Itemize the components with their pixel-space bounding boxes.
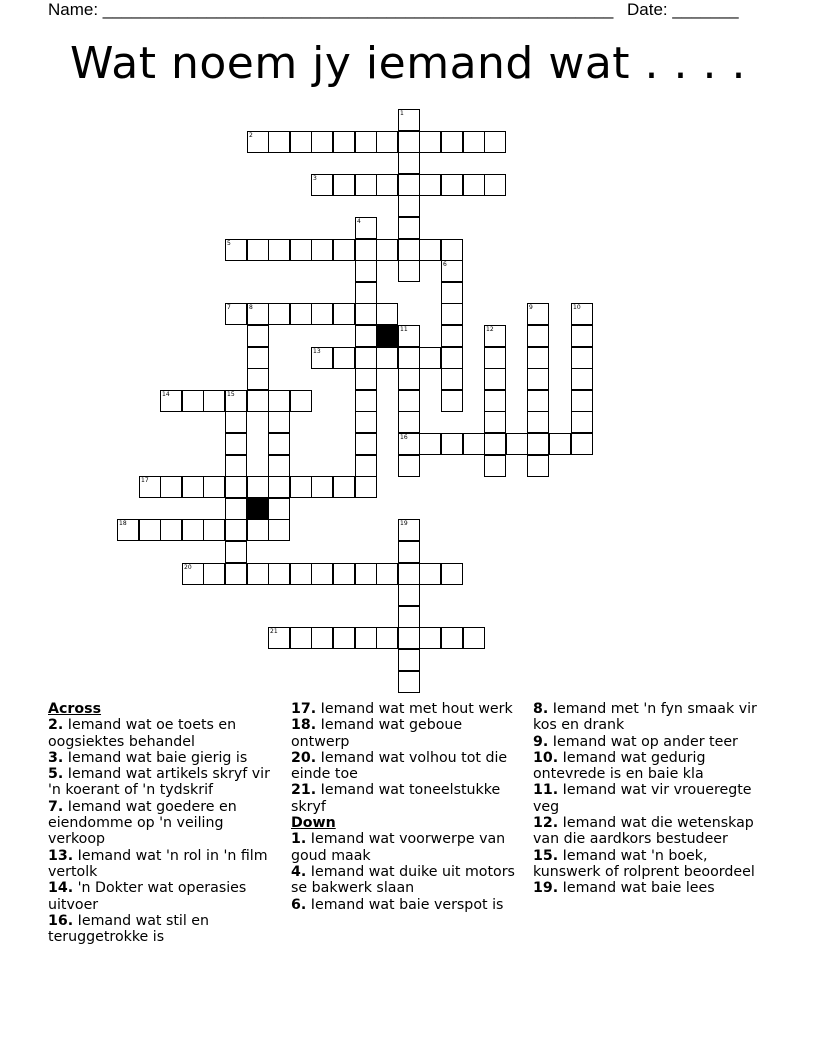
- grid-cell[interactable]: [247, 476, 269, 498]
- grid-cell[interactable]: [419, 131, 441, 153]
- down-clue: [291, 831, 523, 864]
- grid-cell[interactable]: [355, 131, 377, 153]
- grid-cell[interactable]: [419, 563, 441, 585]
- clue-number: 16: [400, 434, 408, 441]
- grid-cell[interactable]: [225, 455, 247, 477]
- black-cell: [376, 325, 398, 347]
- across-clue: [291, 750, 523, 783]
- clue-number: 12: [486, 326, 494, 333]
- grid-cell[interactable]: [268, 498, 290, 520]
- across-clue: [291, 717, 523, 750]
- grid-cell[interactable]: [441, 347, 463, 369]
- grid-cell[interactable]: [333, 347, 355, 369]
- grid-cell[interactable]: [571, 433, 593, 455]
- grid-cell[interactable]: [160, 519, 182, 541]
- down-clue: [533, 848, 773, 881]
- down-clue: [533, 880, 773, 896]
- clue-number: 2: [249, 132, 253, 139]
- grid-cell[interactable]: [311, 131, 333, 153]
- grid-cell[interactable]: [290, 563, 312, 585]
- grid-cell[interactable]: [290, 476, 312, 498]
- clue-number: 9: [529, 304, 533, 311]
- grid-cell[interactable]: [182, 563, 204, 585]
- clue-number: 5.: [48, 766, 64, 783]
- across-clue: [48, 848, 280, 881]
- grid-cell[interactable]: [398, 606, 420, 628]
- clue-text: Iemand wat 'n rol in 'n film vertolk: [48, 847, 268, 880]
- grid-cell[interactable]: [441, 325, 463, 347]
- grid-cell[interactable]: [398, 671, 420, 693]
- grid-cell[interactable]: [398, 627, 420, 649]
- grid-cell[interactable]: [355, 347, 377, 369]
- grid-cell[interactable]: [376, 347, 398, 369]
- clue-number: 14.: [48, 880, 74, 897]
- grid-cell[interactable]: [376, 131, 398, 153]
- across-clue: [48, 799, 280, 848]
- grid-cell[interactable]: [311, 347, 333, 369]
- grid-cell[interactable]: [484, 411, 506, 433]
- grid-cell[interactable]: [139, 476, 161, 498]
- grid-cell[interactable]: [441, 131, 463, 153]
- grid-cell[interactable]: [225, 498, 247, 520]
- grid-cell[interactable]: [376, 174, 398, 196]
- clue-text: Iemand wat 'n boek, kunswerk of rolprent beoordeel: [533, 847, 755, 880]
- grid-cell[interactable]: [571, 325, 593, 347]
- grid-cell[interactable]: [398, 563, 420, 585]
- grid-cell[interactable]: [355, 217, 377, 239]
- grid-cell[interactable]: [311, 239, 333, 261]
- grid-cell[interactable]: [398, 131, 420, 153]
- grid-cell[interactable]: [225, 519, 247, 541]
- grid-cell[interactable]: [333, 303, 355, 325]
- down-clue: [533, 815, 773, 848]
- grid-cell[interactable]: [398, 584, 420, 606]
- grid-cell[interactable]: [398, 325, 420, 347]
- grid-cell[interactable]: [484, 433, 506, 455]
- clue-number: 17.: [291, 701, 317, 717]
- grid-cell[interactable]: [117, 519, 139, 541]
- grid-cell[interactable]: [527, 325, 549, 347]
- grid-cell[interactable]: [355, 260, 377, 282]
- grid-cell[interactable]: [355, 455, 377, 477]
- grid-cell[interactable]: [311, 174, 333, 196]
- clue-number: 1.: [291, 831, 307, 848]
- grid-cell[interactable]: [268, 433, 290, 455]
- across-clue: [48, 750, 280, 766]
- grid-cell[interactable]: [571, 303, 593, 325]
- clue-number: 9.: [533, 733, 549, 750]
- grid-cell[interactable]: [203, 390, 225, 412]
- clue-number: 6.: [291, 896, 307, 913]
- across-clue: [291, 701, 523, 717]
- grid-cell[interactable]: [182, 519, 204, 541]
- grid-cell[interactable]: [247, 303, 269, 325]
- clue-text: Iemand wat volhou tot die einde toe: [291, 749, 508, 783]
- grid-cell[interactable]: [290, 303, 312, 325]
- grid-cell[interactable]: [311, 303, 333, 325]
- grid-cell[interactable]: [247, 368, 269, 390]
- grid-cell[interactable]: [311, 627, 333, 649]
- grid-cell[interactable]: [484, 325, 506, 347]
- grid-cell[interactable]: [247, 390, 269, 412]
- clues-column-1: [48, 701, 280, 945]
- grid-cell[interactable]: [398, 368, 420, 390]
- grid-cell[interactable]: [463, 131, 485, 153]
- across-clue: [48, 717, 280, 750]
- clue-number: 3.: [48, 749, 64, 766]
- grid-cell[interactable]: [355, 303, 377, 325]
- clue-number: 20: [184, 564, 192, 571]
- grid-cell[interactable]: [225, 303, 247, 325]
- clue-number: 18: [119, 520, 127, 527]
- grid-cell[interactable]: [398, 411, 420, 433]
- grid-cell[interactable]: [441, 390, 463, 412]
- across-clue: [48, 913, 280, 946]
- down-clue-list: [291, 831, 523, 912]
- grid-cell[interactable]: [398, 519, 420, 541]
- grid-cell[interactable]: [290, 239, 312, 261]
- grid-cell[interactable]: [398, 260, 420, 282]
- clue-number: 21: [270, 628, 278, 635]
- clue-number: 8: [249, 304, 253, 311]
- grid-cell[interactable]: [527, 390, 549, 412]
- clue-text: Iemand wat goedere en eiendomme op 'n veiling verkoop: [48, 798, 237, 848]
- grid-cell[interactable]: [247, 239, 269, 261]
- grid-cell[interactable]: [571, 368, 593, 390]
- clue-text: Iemand wat oe toets en oogsiektes behandel: [48, 717, 237, 750]
- grid-cell[interactable]: [268, 239, 290, 261]
- clue-text: Iemand wat duike uit motors se bakwerk slaan: [291, 863, 515, 897]
- grid-cell[interactable]: [225, 433, 247, 455]
- grid-cell[interactable]: [225, 563, 247, 585]
- grid-cell[interactable]: [419, 347, 441, 369]
- grid-cell[interactable]: [484, 390, 506, 412]
- grid-cell[interactable]: [203, 563, 225, 585]
- down-clue-list-continued: [533, 701, 773, 897]
- grid-cell[interactable]: [247, 519, 269, 541]
- clues-column-3: [533, 701, 773, 897]
- down-clue: [533, 750, 773, 783]
- clue-number: 16.: [48, 912, 74, 929]
- grid-cell[interactable]: [376, 303, 398, 325]
- grid-cell[interactable]: [441, 282, 463, 304]
- grid-cell[interactable]: [398, 152, 420, 174]
- grid-cell[interactable]: [247, 325, 269, 347]
- clue-text: Iemand wat met hout werk: [316, 701, 513, 717]
- grid-cell[interactable]: [311, 563, 333, 585]
- across-clue-list-continued: [291, 701, 523, 815]
- clue-number: 2.: [48, 717, 64, 734]
- grid-cell[interactable]: [333, 174, 355, 196]
- down-clue: [291, 897, 523, 913]
- grid-cell[interactable]: [268, 131, 290, 153]
- clue-number: 15.: [533, 847, 559, 864]
- grid-cell[interactable]: [527, 455, 549, 477]
- grid-cell[interactable]: [355, 563, 377, 585]
- grid-cell[interactable]: [355, 433, 377, 455]
- clue-text: Iemand wat geboue ontwerp: [291, 717, 463, 750]
- grid-cell[interactable]: [139, 519, 161, 541]
- clues-column-2: [291, 701, 523, 913]
- grid-cell[interactable]: [441, 174, 463, 196]
- grid-cell[interactable]: [398, 239, 420, 261]
- clue-number: 12.: [533, 815, 559, 832]
- grid-cell[interactable]: [441, 260, 463, 282]
- grid-cell[interactable]: [398, 455, 420, 477]
- grid-cell[interactable]: [247, 131, 269, 153]
- clue-number: 15: [227, 391, 235, 398]
- clue-number: 4.: [291, 863, 307, 880]
- clue-number: 11.: [533, 782, 559, 799]
- grid-cell[interactable]: [290, 131, 312, 153]
- across-clue: [291, 782, 523, 815]
- clue-number: 8.: [533, 701, 549, 717]
- clue-number: 7.: [48, 798, 64, 815]
- grid-cell[interactable]: [506, 433, 528, 455]
- grid-cell[interactable]: [203, 476, 225, 498]
- grid-cell[interactable]: [268, 303, 290, 325]
- clue-number: 19.: [533, 880, 559, 897]
- grid-cell[interactable]: [376, 563, 398, 585]
- clue-text: Iemand wat vir vroueregte veg: [533, 782, 752, 815]
- clue-text: Iemand met 'n fyn smaak vir kos en drank: [533, 701, 757, 734]
- page-title: Wat noem jy iemand wat . . . .: [70, 38, 746, 89]
- grid-cell[interactable]: [268, 455, 290, 477]
- clue-number: 20.: [291, 749, 317, 766]
- grid-cell[interactable]: [333, 131, 355, 153]
- clue-number: 19: [400, 520, 408, 527]
- grid-cell[interactable]: [571, 390, 593, 412]
- grid-cell[interactable]: [398, 541, 420, 563]
- down-heading: Down: [291, 815, 336, 832]
- name-field-label: Name: ______________________________________________________: [48, 0, 614, 19]
- grid-cell[interactable]: [225, 239, 247, 261]
- grid-cell[interactable]: [398, 390, 420, 412]
- date-field-label: Date: _______: [627, 0, 739, 19]
- grid-cell[interactable]: [268, 563, 290, 585]
- across-clue: [48, 880, 280, 913]
- grid-cell[interactable]: [398, 649, 420, 671]
- grid-cell[interactable]: [268, 519, 290, 541]
- grid-cell[interactable]: [247, 347, 269, 369]
- clue-text: Iemand wat die wetenskap van die aardkors bestudeer: [533, 815, 754, 848]
- clue-number: 21.: [291, 782, 317, 799]
- grid-cell[interactable]: [398, 217, 420, 239]
- grid-cell[interactable]: [268, 390, 290, 412]
- grid-cell[interactable]: [527, 368, 549, 390]
- grid-cell[interactable]: [484, 455, 506, 477]
- grid-cell[interactable]: [355, 282, 377, 304]
- grid-cell[interactable]: [355, 239, 377, 261]
- grid-cell[interactable]: [333, 476, 355, 498]
- grid-cell[interactable]: [484, 347, 506, 369]
- grid-cell[interactable]: [182, 476, 204, 498]
- clue-text: Iemand wat artikels skryf vir 'n koerant of 'n tydskrif: [48, 766, 270, 799]
- clue-number: 17: [141, 477, 149, 484]
- clue-text: Iemand wat stil en teruggetrokke is: [48, 912, 210, 946]
- across-heading: Across: [48, 701, 102, 717]
- clue-number: 13.: [48, 847, 74, 864]
- grid-cell[interactable]: [225, 390, 247, 412]
- clue-text: Iemand wat baie verspot is: [306, 896, 504, 913]
- clue-number: 1: [400, 110, 404, 117]
- clue-number: 11: [400, 326, 408, 333]
- grid-cell[interactable]: [355, 368, 377, 390]
- grid-cell[interactable]: [571, 347, 593, 369]
- clue-text: Iemand wat gedurig ontevrede is en baie kla: [533, 749, 706, 783]
- grid-cell[interactable]: [419, 239, 441, 261]
- grid-cell[interactable]: [333, 563, 355, 585]
- down-clue: [533, 701, 773, 734]
- down-clue: [291, 864, 523, 897]
- grid-cell[interactable]: [160, 476, 182, 498]
- clue-text: Iemand wat toneelstukke skryf: [291, 782, 501, 815]
- grid-cell[interactable]: [268, 476, 290, 498]
- grid-cell[interactable]: [419, 433, 441, 455]
- clue-number: 7: [227, 304, 231, 311]
- grid-cell[interactable]: [355, 390, 377, 412]
- grid-cell[interactable]: [419, 174, 441, 196]
- grid-cell[interactable]: [398, 347, 420, 369]
- grid-cell[interactable]: [484, 174, 506, 196]
- clue-number: 5: [227, 240, 231, 247]
- clue-number: 3: [313, 175, 317, 182]
- grid-cell[interactable]: [225, 541, 247, 563]
- grid-cell[interactable]: [333, 627, 355, 649]
- grid-cell[interactable]: [290, 627, 312, 649]
- black-cell: [247, 498, 269, 520]
- grid-cell[interactable]: [160, 390, 182, 412]
- grid-cell[interactable]: [376, 239, 398, 261]
- grid-cell[interactable]: [463, 174, 485, 196]
- down-clue: [533, 734, 773, 750]
- clue-text: 'n Dokter wat operasies uitvoer: [48, 880, 247, 913]
- clue-number: 14: [162, 391, 170, 398]
- grid-cell[interactable]: [247, 563, 269, 585]
- grid-cell[interactable]: [463, 433, 485, 455]
- grid-cell[interactable]: [225, 411, 247, 433]
- grid-cell[interactable]: [355, 627, 377, 649]
- clue-number: 4: [357, 218, 361, 225]
- grid-cell[interactable]: [441, 627, 463, 649]
- grid-cell[interactable]: [182, 390, 204, 412]
- across-clue-list: [48, 717, 280, 945]
- across-clue: [48, 766, 280, 799]
- clue-text: Iemand wat op ander teer: [548, 733, 738, 750]
- clue-number: 10: [573, 304, 581, 311]
- grid-cell[interactable]: [355, 411, 377, 433]
- grid-cell[interactable]: [203, 519, 225, 541]
- grid-cell[interactable]: [441, 368, 463, 390]
- grid-cell[interactable]: [355, 174, 377, 196]
- clue-text: Iemand wat baie gierig is: [63, 749, 248, 766]
- down-clue: [533, 782, 773, 815]
- grid-cell[interactable]: [225, 476, 247, 498]
- clue-number: 6: [443, 261, 447, 268]
- grid-cell[interactable]: [527, 303, 549, 325]
- grid-cell[interactable]: [441, 433, 463, 455]
- grid-cell[interactable]: [398, 195, 420, 217]
- grid-cell[interactable]: [376, 627, 398, 649]
- clue-number: 13: [313, 348, 321, 355]
- grid-cell[interactable]: [441, 303, 463, 325]
- clue-number: 18.: [291, 717, 317, 734]
- grid-cell[interactable]: [268, 627, 290, 649]
- grid-cell[interactable]: [549, 433, 571, 455]
- grid-cell[interactable]: [484, 131, 506, 153]
- grid-cell[interactable]: [398, 174, 420, 196]
- grid-cell[interactable]: [398, 109, 420, 131]
- grid-cell[interactable]: [311, 476, 333, 498]
- grid-cell[interactable]: [527, 433, 549, 455]
- grid-cell[interactable]: [571, 411, 593, 433]
- clue-number: 10.: [533, 749, 559, 766]
- grid-cell[interactable]: [463, 627, 485, 649]
- grid-cell[interactable]: [484, 368, 506, 390]
- grid-cell[interactable]: [355, 476, 377, 498]
- grid-cell[interactable]: [441, 239, 463, 261]
- grid-cell[interactable]: [527, 411, 549, 433]
- grid-cell[interactable]: [398, 433, 420, 455]
- grid-cell[interactable]: [419, 627, 441, 649]
- grid-cell[interactable]: [527, 347, 549, 369]
- grid-cell[interactable]: [355, 325, 377, 347]
- clue-text: Iemand wat baie lees: [558, 880, 715, 897]
- clue-text: Iemand wat voorwerpe van goud maak: [291, 831, 506, 864]
- grid-cell[interactable]: [268, 411, 290, 433]
- grid-cell[interactable]: [441, 563, 463, 585]
- grid-cell[interactable]: [290, 390, 312, 412]
- grid-cell[interactable]: [333, 239, 355, 261]
